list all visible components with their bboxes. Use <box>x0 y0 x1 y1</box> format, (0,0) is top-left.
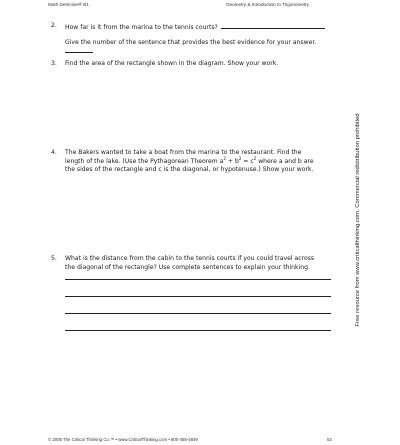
side-copyright-text: Free resource from www.criticalthinking.com. Commercial redistribution prohibited <box>355 113 361 327</box>
question-3 <box>51 60 341 69</box>
header-section-title: Geometry & Introduction to Trigonometry <box>226 2 309 7</box>
answer-blank[interactable] <box>221 22 325 29</box>
question-text: Find the area of the rectangle shown in the diagram. Show your work. <box>65 60 279 67</box>
question-2-followup: Give the number of the sentence that provides the best evidence for your answer. <box>65 39 317 46</box>
footer-page-number: 53 <box>327 437 332 442</box>
exponent: 2 <box>238 155 242 161</box>
exponent: 2 <box>253 155 257 161</box>
question-number: 3. <box>51 60 57 67</box>
header-book-title: Math Detective® B1 <box>48 2 89 7</box>
question-2 <box>51 22 341 33</box>
question-5 <box>51 255 341 272</box>
answer-line[interactable] <box>65 296 331 297</box>
exponent: 2 <box>223 155 226 161</box>
question-number: 5. <box>51 255 57 262</box>
question-text-line: + b <box>225 157 239 165</box>
answer-line[interactable] <box>65 279 331 280</box>
question-text-line: What is the distance from the cabin to the tennis courts if you could travel across <box>65 255 315 262</box>
footer-copyright: © 2005 The Critical Thinking Co.™ • www.CriticalThinking.com • 800-458-4849 <box>48 437 198 442</box>
question-text: How far is it from the marina to the tennis courts? <box>65 24 218 31</box>
question-number: 2. <box>51 22 57 29</box>
question-text-line: = c <box>241 157 254 165</box>
answer-line[interactable] <box>65 330 331 331</box>
question-number: 4. <box>51 149 57 156</box>
question-4 <box>51 149 341 175</box>
question-text-line: the diagonal of the rectangle? Use complete sentences to explain your thinking. <box>65 263 310 271</box>
question-text-line: The Bakers wanted to take a boat from the marina to the restaurant. Find the <box>65 149 302 156</box>
followup-answer-blank[interactable] <box>65 52 93 53</box>
question-text-line: where a and b are <box>256 157 314 165</box>
question-text-line: the sides of the rectangle and c is the diagonal, or hypotenuse.) Show your work. <box>65 166 314 174</box>
question-text-line: length of the lake. (Use the Pythagorean Theorem a <box>65 157 224 165</box>
answer-line[interactable] <box>65 313 331 314</box>
